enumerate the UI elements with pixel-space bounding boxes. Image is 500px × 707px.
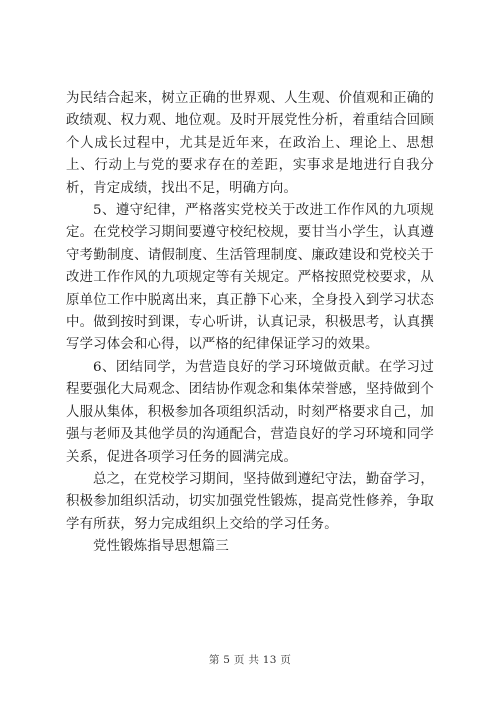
paragraph-discipline: 5、遵守纪律，严格落实党校关于改进工作作风的九项规定。在党校学习期间要遵守校纪校规，要甘当小学生，认真遵守考勤制度、请假制度、生活管理制度、廉政建设和党校关于改进工作作风的九项规定等有关规定。严格按照党校要求，从原单位工作中脱离出来，真正静下心来，全身投入到学习状态中。做到按时到课，专心听讲，认真记录，积极思考，认真撰写学习体会和心得，以严格的纪律保证学习的效果。 <box>66 203 434 353</box>
section-heading: 党性锻炼指导思想篇三 <box>93 539 229 555</box>
paragraph-continuation: 为民结合起来，树立正确的世界观、人生观、价值观和正确的政绩观、权力观、地位观。及时开展党性分析，着重结合回顾个人成长过程中，尤其是近年来，在政治上、理论上、思想上、行动上与党的要求存在的差距，实事求是地进行自我分析，肯定成绩，找出不足，明确方向。 <box>66 91 434 196</box>
document-body <box>66 88 434 559</box>
paragraph-summary: 总之，在党校学习期间，坚持做到遵纪守法，勤奋学习，积极参加组织活动，切实加强党性锻炼，提高党性修养，争取学有所获，努力完成组织上交给的学习任务。 <box>66 471 434 532</box>
page-number-footer: 第 5 页 共 13 页 <box>208 654 292 666</box>
paragraph-unity: 6、团结同学，为营造良好的学习环境做贡献。在学习过程要强化大局观念、团结协作观念和集体荣誉感，坚持做到个人服从集体，积极参加各项组织活动，时刻严格要求自己，加强与老师及其他学员的沟通配合，营造良好的学习环境和同学关系，促进各项学习任务的圆满完成。 <box>66 359 434 465</box>
